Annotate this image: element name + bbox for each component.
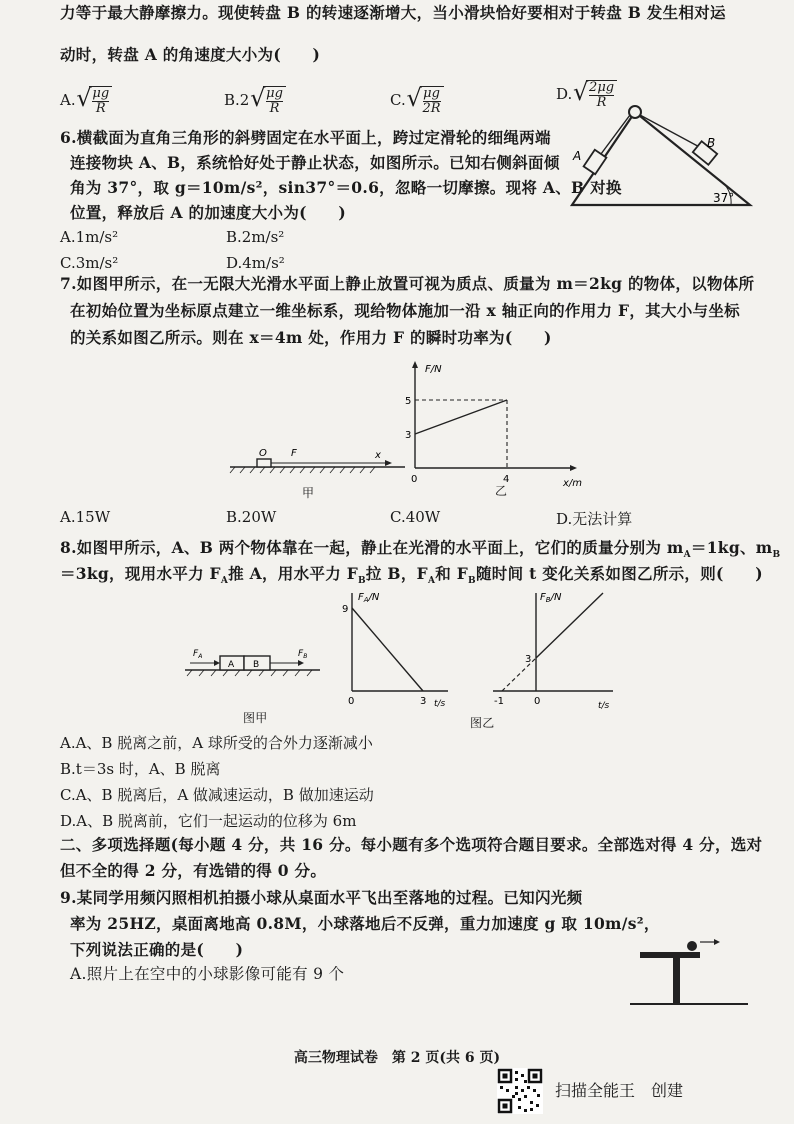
- svg-text:FA: $F_A$: [193, 649, 203, 660]
- svg-text:FB/N: $F_B/N$: [540, 592, 562, 604]
- svg-text:-1: -1: [494, 696, 504, 707]
- svg-text:4: 4: [503, 474, 510, 485]
- q6-line-1: 6.横截面为直角三角形的斜劈固定在水平面上，跨过定滑轮的细绳两端: [60, 128, 551, 147]
- q8-chart-fb: [488, 588, 618, 713]
- q7-option-a: A.15W: [60, 508, 111, 526]
- ball: [687, 941, 697, 951]
- q9-line-3: 下列说法正确的是( ): [70, 940, 244, 959]
- f-line: [415, 400, 507, 434]
- table-ball-figure: [630, 930, 750, 1010]
- q5-option-c: C. √ $\frac{\mu g}{2R}$: [390, 86, 444, 116]
- q5-option-b: B.2 √ $\frac{\mu g}{R}$: [224, 86, 286, 116]
- svg-text:A: A: [228, 660, 235, 670]
- q6-line-4: 位置，释放后 A 的加速度大小为( ): [70, 203, 346, 222]
- scanner-watermark: 扫描全能王 创建: [555, 1081, 684, 1100]
- svg-text:F: F: [291, 448, 297, 459]
- svg-text:9: 9: [342, 604, 349, 615]
- section2-line-1: 二、多项选择题(每小题 4 分，共 16 分。每小题有多个选项符合题目要求。全部选对得 4 分，选对: [60, 835, 763, 854]
- svg-text:0: 0: [348, 696, 355, 707]
- q5-option-a: A. √ $\frac{\mu g}{R}$: [60, 86, 112, 116]
- q7-line-2: 在初始位置为坐标原点建立一维坐标系，现给物体施加一沿 x 轴正向的作用力 F，其大小与坐标: [70, 301, 740, 320]
- q6-line-2: 连接物块 A、B，系统恰好处于静止状态，如图所示。已知右侧斜面倾: [70, 153, 560, 172]
- q5-line-2: 动时，转盘 A 的角速度大小为( ): [60, 45, 321, 64]
- q6-option-c: C.3m/s²: [60, 254, 119, 272]
- q8-figure-jia: [180, 640, 330, 690]
- q7-option-d: D.无法计算: [556, 510, 633, 528]
- svg-text:t/s: t/s: [598, 701, 610, 711]
- svg-text:FB: $F_B$: [298, 649, 308, 660]
- q6-option-d: D.4m/s²: [226, 254, 285, 272]
- q5-line-1: 力等于最大静摩擦力。现使转盘 B 的转速逐渐增大，当小滑块恰好要相对于转盘 B 发生相对运: [60, 3, 726, 22]
- qr-code-icon: [497, 1068, 543, 1114]
- q7-option-b: B.20W: [226, 508, 277, 526]
- svg-text:3: 3: [405, 430, 412, 441]
- q9-line-1: 9.某同学用频闪照相机拍摄小球从桌面水平飞出至落地的过程。已知闪光频: [60, 888, 583, 907]
- q7-caption-yi: 乙: [495, 484, 508, 498]
- q8-caption-jia: 图甲: [243, 711, 268, 725]
- q7-chart-yi: [395, 360, 585, 490]
- svg-text:F/N: F/N: [425, 364, 442, 375]
- table-leg: [673, 958, 680, 1004]
- label-b: B: [707, 136, 716, 150]
- q7-option-c: C.40W: [390, 508, 441, 526]
- fa-line: [352, 608, 423, 691]
- q6-option-b: B.2m/s²: [226, 228, 285, 246]
- q9-option-a: A.照片上在空中的小球影像可能有 9 个: [70, 965, 345, 983]
- svg-text:0: 0: [534, 696, 541, 707]
- svg-text:O: O: [259, 448, 267, 459]
- svg-text:0: 0: [411, 474, 418, 485]
- q8-line-2: ＝3kg，现用水平力 $F_A$推 A，用水平力 $F_B$拉 B，$F_A$和 $F_B$随时间 t 变化关系如图乙所示，则( ): [60, 564, 763, 587]
- angle-label: 37°: [713, 191, 735, 205]
- q9-line-2: 率为 25HZ，桌面离地高 0.8M，小球落地后不反弹，重力加速度 g 取 10m/s²，: [70, 914, 660, 933]
- label-a: A: [573, 149, 582, 163]
- q8-option-c: C.A、B 脱离后，A 做减速运动，B 做加速运动: [60, 786, 374, 804]
- q5-option-d: D. √ $\frac{2\mu g}{R}$: [556, 80, 617, 110]
- table-top: [640, 952, 700, 958]
- q7-figure-jia: [225, 445, 418, 495]
- q8-caption-yi: 图乙: [470, 716, 495, 730]
- q8-chart-fa: [338, 588, 458, 708]
- svg-text:5: 5: [405, 396, 412, 407]
- wedge-figure: [565, 100, 760, 210]
- q8-option-d: D.A、B 脱离前，它们一起运动的位移为 6m: [60, 812, 357, 830]
- q7-line-1: 7.如图甲所示，在一无限大光滑水平面上静止放置可视为质点、质量为 m＝2kg 的物体，以物体所: [60, 274, 755, 293]
- svg-text:t/s: t/s: [434, 699, 446, 708]
- section2-line-2: 但不全的得 2 分，有选错的得 0 分。: [60, 861, 327, 880]
- q6-line-3: 角为 37°，取 g＝10m/s²，sin37°＝0.6，忽略一切摩擦。现将 A、B 对换: [70, 178, 622, 197]
- q8-option-b: B.t＝3s 时，A、B 脱离: [60, 760, 221, 778]
- svg-text:FA/N: $F_A/N$: [358, 592, 380, 604]
- q7-line-3: 的关系如图乙所示。则在 x＝4m 处，作用力 F 的瞬时功率为( ): [70, 328, 552, 347]
- block-a: [584, 150, 607, 174]
- svg-text:B: B: [253, 660, 260, 670]
- q6-option-a: A.1m/s²: [60, 228, 119, 246]
- svg-text:x/m: x/m: [563, 478, 583, 489]
- svg-text:3: 3: [420, 696, 427, 707]
- q7-caption-jia: 甲: [302, 486, 315, 500]
- q8-option-a: A.A、B 脱离之前，A 球所受的合外力逐渐减小: [60, 734, 373, 752]
- svg-text:3: 3: [525, 654, 532, 665]
- page-footer: 高三物理试卷 第 2 页(共 6 页): [293, 1050, 501, 1066]
- svg-text:x: x: [375, 450, 381, 461]
- q8-line-1: 8.如图甲所示，A、B 两个物体靠在一起，静止在光滑的水平面上，它们的质量分别为 $m_A=1kg$、$m_B$: [60, 538, 781, 561]
